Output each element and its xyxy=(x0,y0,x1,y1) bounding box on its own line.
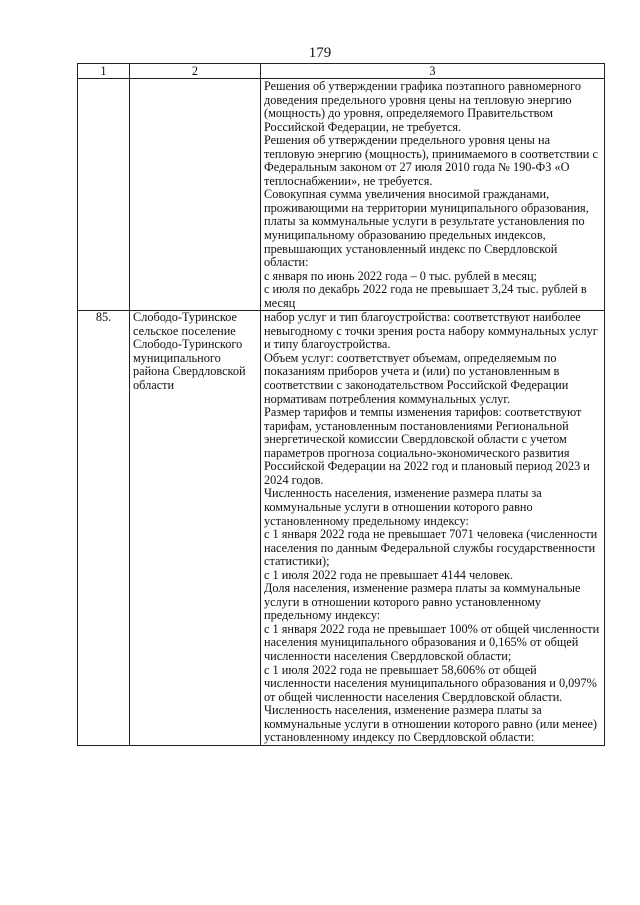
paragraph: Объем услуг: соответствует объемам, определяемым по показаниям приборов учета и (или) по установленным в соответствии с законодательством Российской Федерации нормативам потребления коммунальных услуг. xyxy=(264,350,569,406)
row-number: 85. xyxy=(78,311,130,746)
paragraph: Численность населения, изменение размера платы за коммунальные услуги в отношении которого равно установленному предельному индексу: xyxy=(264,486,542,528)
table-header-row xyxy=(78,64,605,79)
row-number xyxy=(78,79,130,311)
municipality-name: Слободо-Туринское сельское поселение Слободо-Туринского муниципального района Свердловской области xyxy=(130,311,261,746)
paragraph: Доля населения, изменение размера платы за коммунальные услуги в отношении которого равно установленному предельному индексу: xyxy=(264,581,581,623)
paragraph: с июля по декабрь 2022 года не превышает 3,24 тыс. рублей в месяц xyxy=(264,282,587,310)
page-number: 179 xyxy=(308,45,332,61)
paragraph: Решения об утверждении предельного уровня цены на тепловую энергию (мощность), принимаемого в соответствии с Федеральным законом от 27 июля 2010 года № 190-ФЗ «О теплоснабжении», не требуется. xyxy=(264,133,598,188)
paragraph: с 1 июля 2022 года не превышает 58,606% от общей численности населения муниципального образования и 0,097% от общей численности населения Свердловской области. xyxy=(264,662,597,704)
column-header-1: 1 xyxy=(78,64,130,79)
paragraph: Решения об утверждении графика поэтапного равномерного доведения предельного уровня цены на тепловую энергию (мощность) до уровня, определяемого Правительством Российской Федерации, не требуется. xyxy=(264,79,581,134)
column-header-3: 3 xyxy=(261,64,605,79)
paragraph: Численность населения, изменение размера платы за коммунальные услуги в отношении которого равно (или менее) установленному индексу по Свердловской области: xyxy=(264,703,598,745)
paragraph: с 1 января 2022 года не превышает 7071 человека (численности населения по данным Федеральной службы государственности статистики); xyxy=(264,527,598,569)
paragraph: набор услуг и тип благоустройства: соответствуют наиболее невыгодному с точки зрения роста набору коммунальных услуг и типу благоустройства. xyxy=(264,310,598,352)
table-row xyxy=(78,79,605,311)
paragraph: с 1 января 2022 года не превышает 100% от общей численности населения муниципального образования и 0,165% от общей численности населения Свердловской области; xyxy=(264,621,600,663)
table-row xyxy=(78,311,605,746)
row-description xyxy=(261,79,605,311)
paragraph: с января по июнь 2022 года – 0 тыс. рублей в месяц; xyxy=(264,268,537,283)
paragraph: Совокупная сумма увеличения вносимой гражданами, проживающими на территории муниципального образования, платы за коммунальные услуги в результате установления по муниципальному образованию предельных индексов, превышающих установленный индекс по Свердловской области: xyxy=(264,187,589,270)
tariff-table xyxy=(77,63,605,746)
paragraph: Размер тарифов и темпы изменения тарифов: соответствуют тарифам, установленным постановлениями Региональной энергетической комиссии Свердловской области с учетом параметров прогноза социально-экономического развития Российской Федерации на 2022 год и плановый период 2023 и 2024 годов. xyxy=(264,405,590,487)
row-description xyxy=(261,311,605,746)
paragraph: с 1 июля 2022 года не превышает 4144 человек. xyxy=(264,567,514,582)
municipality-name xyxy=(130,79,261,311)
column-header-2: 2 xyxy=(130,64,261,79)
